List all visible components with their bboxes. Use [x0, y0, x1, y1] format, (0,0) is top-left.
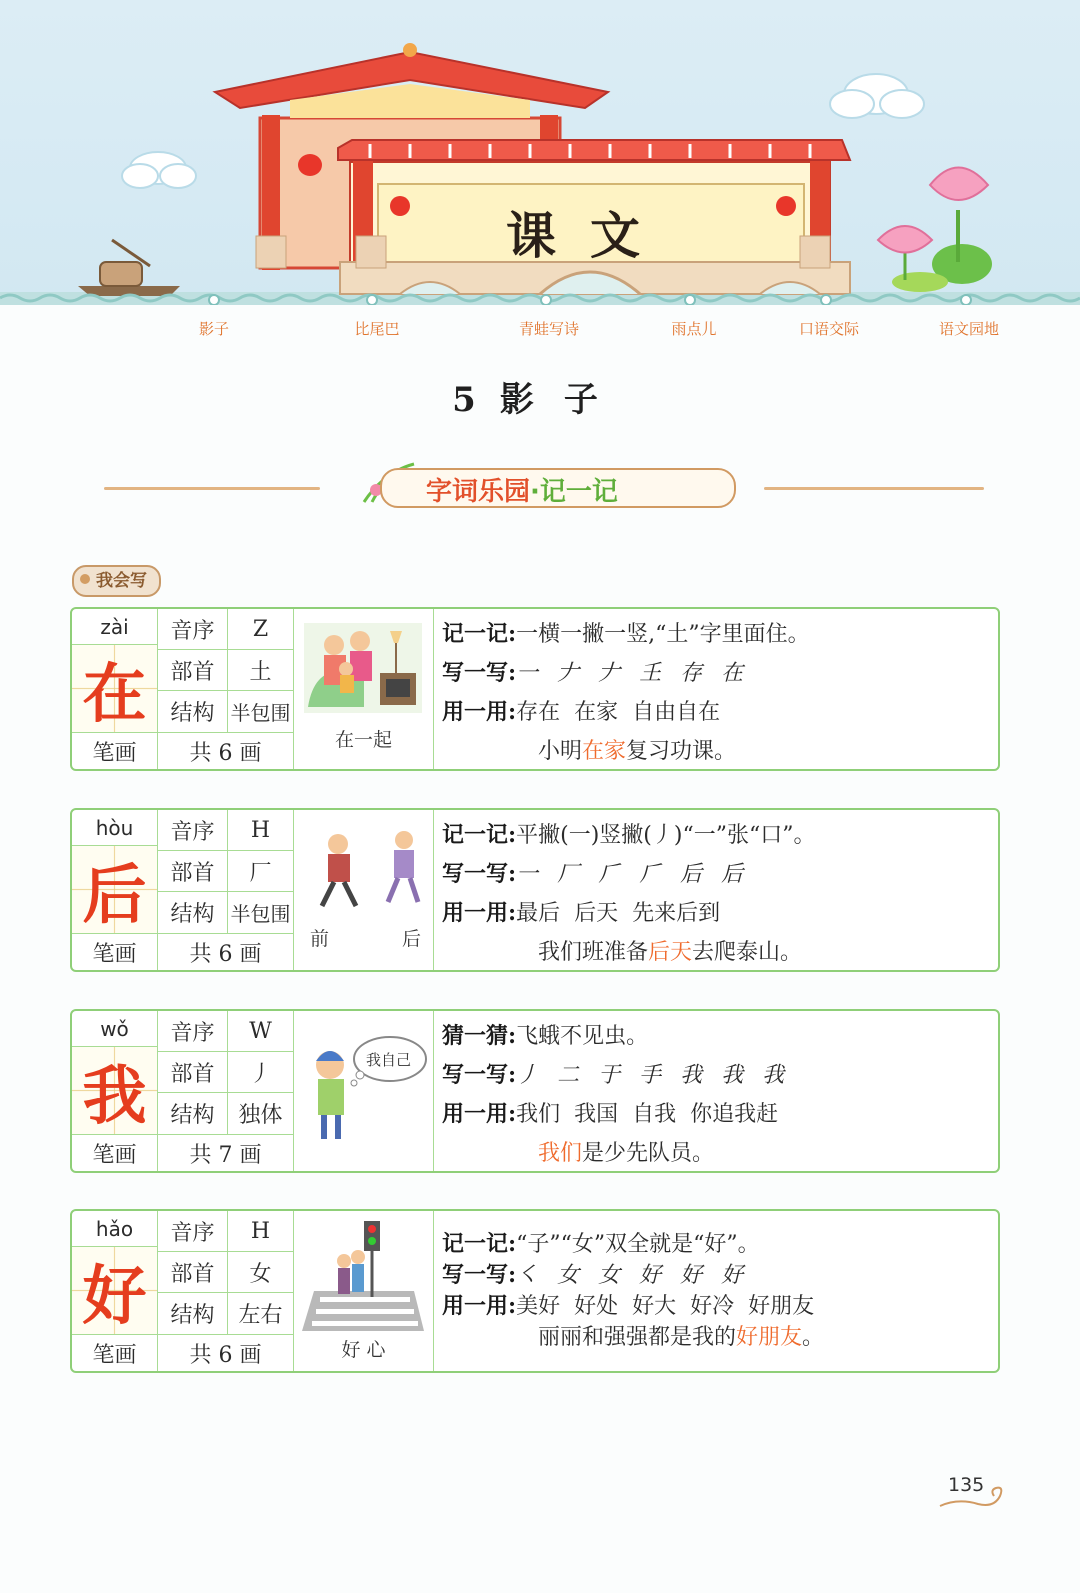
- strokes-label: 笔画: [72, 1135, 158, 1171]
- row-value: 半包围: [228, 691, 294, 733]
- row-label: 音序: [158, 1011, 228, 1052]
- runners-picture: [294, 810, 432, 920]
- strokes-label: 笔画: [72, 1335, 158, 1371]
- row-label: 结构: [158, 892, 228, 934]
- row-label: 结构: [158, 691, 228, 733]
- usage-line: 用一用:存在 在家 自由自在: [442, 699, 721, 725]
- row-value: 独体: [228, 1093, 294, 1135]
- row-label: 音序: [158, 1211, 228, 1252]
- pinyin: wǒ: [72, 1011, 158, 1047]
- lesson-tabs: [0, 318, 1080, 342]
- row-value: 厂: [228, 851, 294, 892]
- family-picture: [294, 609, 432, 729]
- strokes-label: 笔画: [72, 733, 158, 769]
- stroke-order-line: 写一写:一 𠂇 𠂇 𡈼 存 在: [442, 660, 750, 686]
- big-character: 后: [72, 846, 158, 934]
- row-label: 音序: [158, 810, 228, 851]
- big-character: 好: [72, 1247, 158, 1335]
- tab-garden[interactable]: 语文园地: [938, 320, 1000, 338]
- row-value: W: [228, 1011, 294, 1052]
- row-label: 部首: [158, 1052, 228, 1093]
- section-title-part2: 记一记: [539, 477, 618, 507]
- strokes-count: 共 6 画: [158, 934, 294, 970]
- row-value: 丿: [228, 1052, 294, 1093]
- illustration-running: [294, 810, 434, 970]
- example-sentence: 丽丽和强强都是我的好朋友。: [538, 1325, 825, 1350]
- usage-line: 用一用:美好 好处 好大 好冷 好朋友: [442, 1293, 815, 1319]
- example-sentence: 小明在家复习功课。: [538, 739, 737, 764]
- big-character: 在: [72, 645, 158, 733]
- lesson-number: 5: [452, 380, 476, 420]
- picture-caption: 在一起: [334, 729, 392, 751]
- section-title: [426, 471, 618, 508]
- speech-bubble: 我自己: [366, 1051, 412, 1069]
- tab-lesson-4[interactable]: 雨点儿: [671, 320, 717, 338]
- section-banner: [104, 468, 984, 508]
- notes: [442, 1017, 992, 1173]
- section-title-part1: 字词乐园: [426, 477, 531, 507]
- row-label: 音序: [158, 609, 228, 650]
- notes: [442, 615, 992, 771]
- note-line: 记一记:一横一撇一竖,“土”字里面住。: [442, 621, 810, 647]
- crosswalk-picture: [294, 1211, 432, 1336]
- divider-right: [764, 487, 984, 490]
- stroke-order-line: 写一写:丿 二 于 手 我 我 我: [442, 1062, 791, 1088]
- row-label: 部首: [158, 851, 228, 892]
- row-value: Z: [228, 609, 294, 650]
- row-value: H: [228, 810, 294, 851]
- boy-picture: [294, 1011, 432, 1161]
- notes: [442, 816, 992, 972]
- row-value: 左右: [228, 1293, 294, 1335]
- row-label: 部首: [158, 650, 228, 691]
- write-label: 我会写: [72, 565, 161, 597]
- illustration-boy: [294, 1011, 434, 1171]
- notes: [442, 1229, 992, 1353]
- big-character: 我: [72, 1047, 158, 1135]
- row-value: 土: [228, 650, 294, 691]
- row-value: H: [228, 1211, 294, 1252]
- illustration-crossing: [294, 1211, 434, 1371]
- tab-lesson-2[interactable]: 比尾巴: [354, 320, 400, 338]
- stroke-order-line: 写一写:㇛ 女 女 好 好 好: [442, 1262, 750, 1288]
- char-card-hou: [70, 808, 1000, 972]
- char-card-wo: [70, 1009, 1000, 1173]
- row-value: 女: [228, 1252, 294, 1293]
- riddle-line: 猜一猜:飞蛾不见虫。: [442, 1023, 649, 1049]
- caption-front: 前: [310, 928, 330, 950]
- strokes-count: 共 7 画: [158, 1135, 294, 1171]
- row-label: 部首: [158, 1252, 228, 1293]
- lesson-name: 影子: [499, 380, 628, 420]
- section-title-dot: ·: [530, 477, 540, 507]
- header-banner: [0, 0, 1080, 305]
- illustration-family: [294, 609, 434, 769]
- picture-caption: 好 心: [341, 1339, 386, 1361]
- note-line: 记一记:平撇(一)竖撇(丿)“一”张“口”。: [442, 822, 816, 848]
- pinyin: zài: [72, 609, 158, 645]
- tab-lesson-1[interactable]: 影子: [198, 320, 230, 338]
- strokes-label: 笔画: [72, 934, 158, 970]
- note-line: 记一记:“子”“女”双全就是“好”。: [442, 1231, 760, 1257]
- tab-lesson-3[interactable]: 青蛙写诗: [518, 320, 580, 338]
- divider-left: [104, 487, 320, 490]
- usage-line: 用一用:我们 我国 自我 你追我赶: [442, 1101, 779, 1127]
- char-card-hao: [70, 1209, 1000, 1373]
- pinyin: hǎo: [72, 1211, 158, 1247]
- strokes-count: 共 6 画: [158, 1335, 294, 1371]
- row-label: 结构: [158, 1093, 228, 1135]
- caption-back: 后: [402, 928, 422, 950]
- lesson-title: [0, 372, 1080, 421]
- row-label: 结构: [158, 1293, 228, 1335]
- example-sentence: 我们是少先队员。: [538, 1141, 715, 1166]
- tab-speaking[interactable]: 口语交际: [798, 320, 860, 338]
- usage-line: 用一用:最后 后天 先来后到: [442, 900, 721, 926]
- stroke-order-line: 写一写:一 厂 𠂆 𠂆 后 后: [442, 861, 750, 887]
- unit-title: 课文: [506, 206, 674, 265]
- example-sentence: 我们班准备后天去爬泰山。: [538, 940, 803, 965]
- pinyin: hòu: [72, 810, 158, 846]
- page-number: 135: [948, 1474, 985, 1496]
- strokes-count: 共 6 画: [158, 733, 294, 769]
- char-card-zai: [70, 607, 1000, 771]
- row-value: 半包围: [228, 892, 294, 934]
